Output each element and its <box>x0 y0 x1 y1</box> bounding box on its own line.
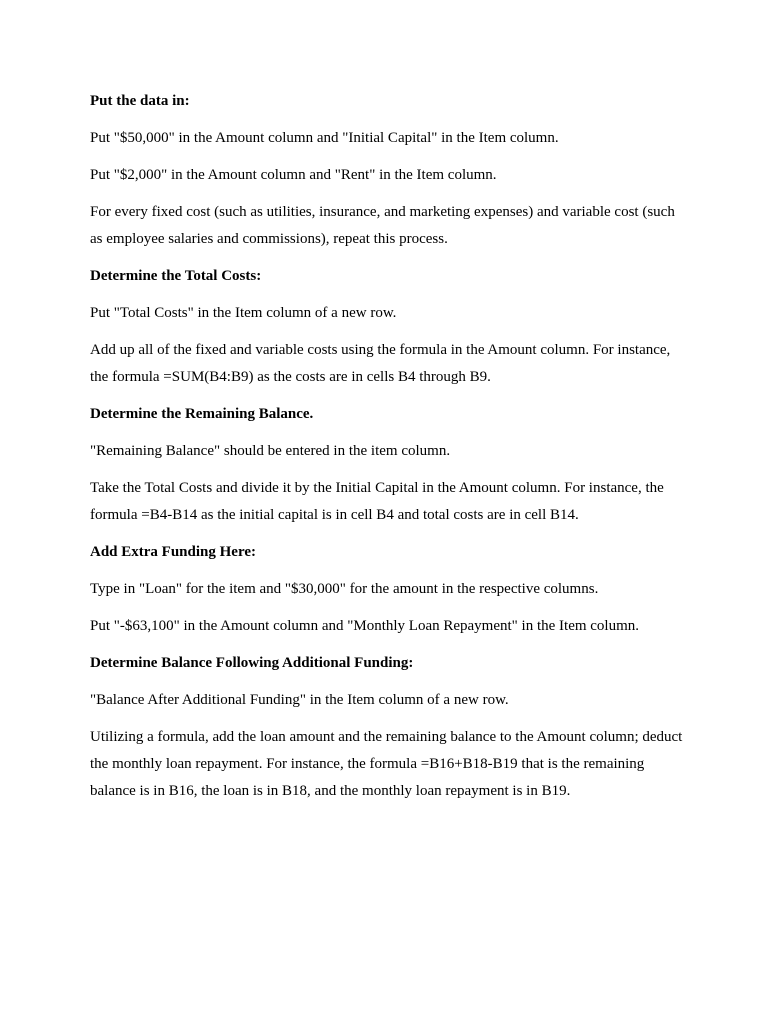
paragraph: Put "Total Costs" in the Item column of a new row. <box>90 305 397 321</box>
paragraph: Type in "Loan" for the item and "$30,000" for the amount in the respective columns. <box>90 581 599 597</box>
paragraph: Utilizing a formula, add the loan amount and the remaining balance to the Amount column; deduct the monthly loan repayment. For instance, the formula =B16+B18-B19 that is the remaining balance is in B16, the loan is in B18, and the monthly loan repayment is in B19. <box>90 729 683 799</box>
section-heading-balance-after-funding: Determine Balance Following Additional Funding: <box>90 655 414 671</box>
section-heading-remaining-balance: Determine the Remaining Balance. <box>90 406 314 422</box>
section-heading-extra-funding: Add Extra Funding Here: <box>90 544 256 560</box>
paragraph: Take the Total Costs and divide it by the Initial Capital in the Amount column. For instance, the formula =B4-B14 as the initial capital is in cell B4 and total costs are in cell B14. <box>90 480 664 523</box>
paragraph: Put "-$63,100" in the Amount column and "Monthly Loan Repayment" in the Item column. <box>90 618 640 634</box>
paragraph: Put "$50,000" in the Amount column and "Initial Capital" in the Item column. <box>90 130 559 146</box>
section-heading-data-entry: Put the data in: <box>90 93 190 109</box>
paragraph: Add up all of the fixed and variable costs using the formula in the Amount column. For instance, the formula =SUM(B4:B9) as the costs are in cells B4 through B9. <box>90 342 671 385</box>
paragraph: For every fixed cost (such as utilities, insurance, and marketing expenses) and variable cost (such as employee salaries and commissions), repeat this process. <box>90 204 675 247</box>
section-heading-total-costs: Determine the Total Costs: <box>90 268 262 284</box>
document-page <box>90 88 690 815</box>
paragraph: "Balance After Additional Funding" in the Item column of a new row. <box>90 692 509 708</box>
paragraph: "Remaining Balance" should be entered in the item column. <box>90 443 451 459</box>
paragraph: Put "$2,000" in the Amount column and "Rent" in the Item column. <box>90 167 497 183</box>
